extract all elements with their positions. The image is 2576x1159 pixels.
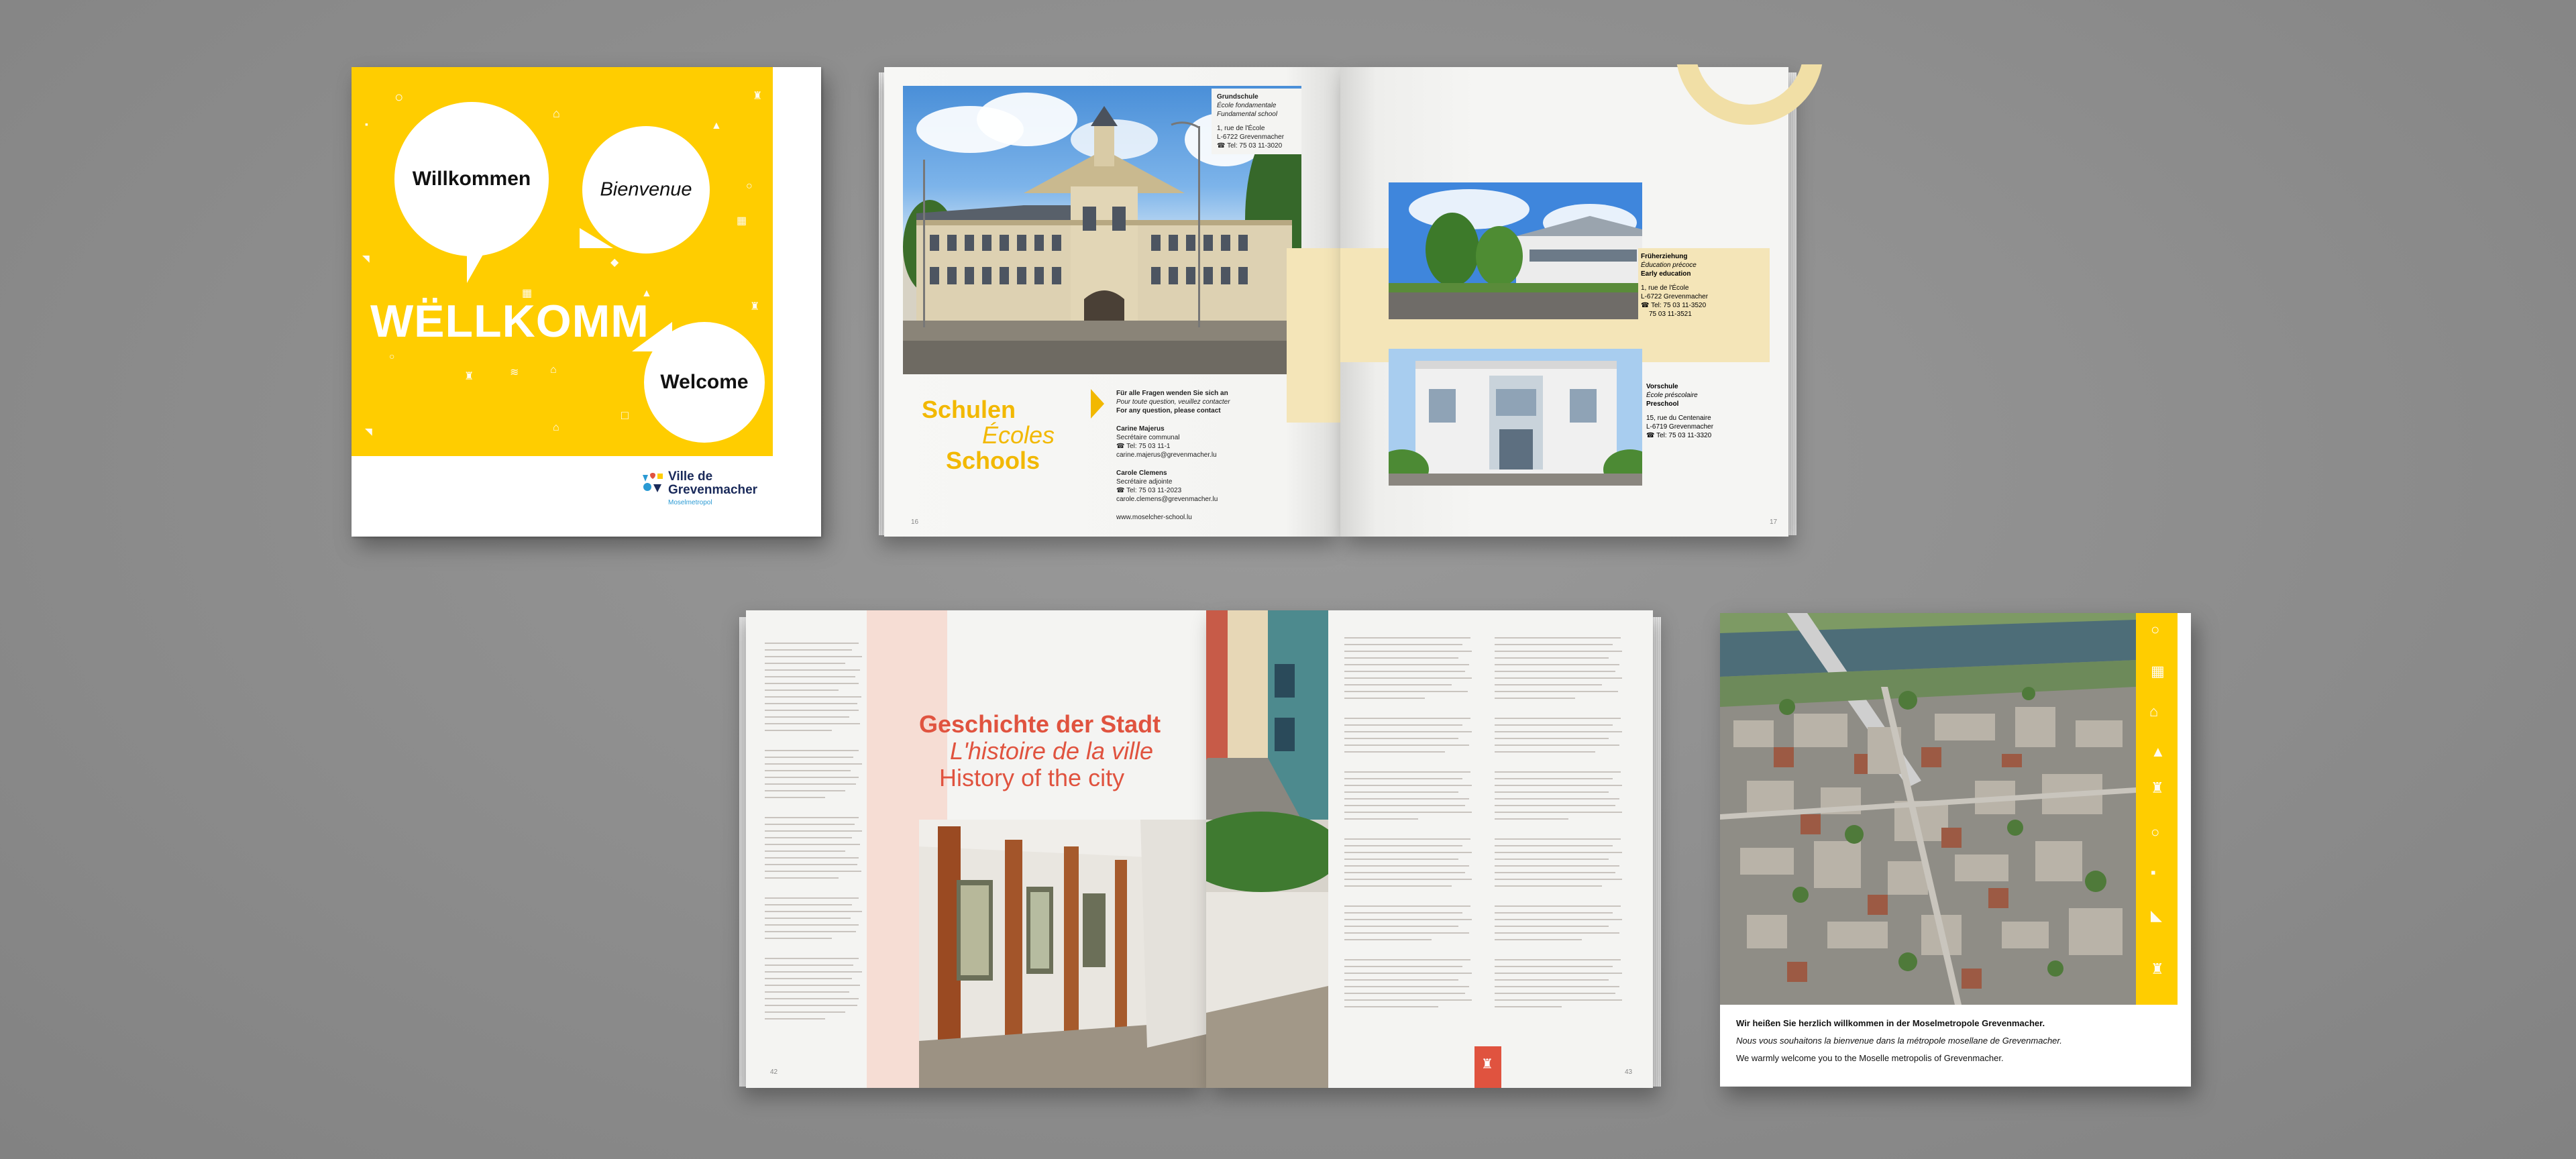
logo-line-1: Ville de (668, 470, 713, 484)
card-title: Vorschule (1646, 383, 1678, 390)
caption-de: Wir heißen Sie herzlich willkommen in der Moselmetropole Grevenmacher. (1736, 1018, 2045, 1028)
page-number: 42 (770, 1068, 778, 1076)
grid-icon: ▦ (522, 288, 533, 299)
heading-fr: Écoles (982, 421, 1055, 449)
card-phone-text: Tel: 75 03 11-3520 (1651, 302, 1707, 309)
diamond-icon: ◆ (610, 257, 619, 268)
house-icon: ⌂ (553, 107, 560, 120)
page-edge (1652, 617, 1661, 1087)
card-phone: ☎ Tel: 75 03 11-3320 (1646, 432, 1712, 439)
speech-bubble-willkommen (394, 102, 549, 256)
page-number: 16 (911, 518, 919, 526)
card-phone: ☎ Tel: 75 03 11-3520 (1641, 302, 1707, 309)
beige-band (1287, 248, 1340, 423)
card-phone-text: Tel: 75 03 11-3020 (1227, 142, 1283, 150)
title-fr: L'histoire de la ville (950, 737, 1154, 765)
contact-email[interactable]: carine.majerus@grevenmacher.lu (1116, 451, 1217, 459)
logo-line-2: Grevenmacher (668, 483, 758, 497)
grid-icon: ▦ (2151, 663, 2165, 679)
card-address: 15, rue du Centenaire (1646, 415, 1711, 422)
body-text-lines (765, 643, 865, 1045)
bubble-text: Welcome (660, 371, 749, 393)
street-photo (1206, 610, 1328, 1088)
page-number: 43 (1625, 1068, 1633, 1076)
square-icon: ▪ (2151, 864, 2156, 881)
card-address: 1, rue de l'École (1641, 284, 1689, 292)
card-sub: Preschool (1646, 400, 1679, 408)
cover-yellow-panel (352, 67, 773, 456)
card-sub: Early education (1641, 270, 1691, 278)
caption-en: We warmly welcome you to the Moselle metropolis of Grevenmacher. (1736, 1053, 2004, 1063)
city-logo (641, 468, 769, 508)
contact-name: Carine Majerus (1116, 425, 1165, 433)
contact-intro: For any question, please contact (1116, 407, 1221, 415)
triangle-icon: ◥ (362, 253, 370, 264)
history-left-page (746, 610, 1206, 1088)
card-phone-text: Tel: 75 03 11-3320 (1656, 432, 1712, 439)
castle-icon: ♜ (2151, 779, 2164, 796)
schools-right-page (1340, 67, 1788, 537)
history-title (919, 711, 1206, 791)
castle-icon: ♜ (750, 301, 760, 313)
aerial-view-page (1720, 613, 2191, 1087)
house-icon: ⌂ (2149, 703, 2159, 720)
card-title: Grundschule (1217, 93, 1258, 101)
decorative-ring (1676, 64, 1823, 185)
grid-icon: ▦ (737, 215, 747, 227)
wave-icon: ≋ (510, 367, 519, 378)
circle-icon: ○ (2151, 621, 2160, 638)
aerial-town-photo (1720, 613, 2136, 1005)
contact-name: Carole Clemens (1116, 470, 1167, 477)
card-sub: École préscolaire (1646, 392, 1698, 399)
house-icon: ⌂ (553, 422, 559, 433)
triangle-icon: ▲ (2151, 743, 2165, 760)
contact-intro: Für alle Fragen wenden Sie sich an (1116, 390, 1228, 397)
card-title: Früherziehung (1641, 253, 1688, 260)
card-phone: ☎ Tel: 75 03 11-3020 (1217, 142, 1283, 150)
cover-title: WËLLKOMM (370, 296, 649, 347)
early-education-card (1638, 248, 1736, 323)
triangle-icon: ◥ (365, 426, 372, 437)
bubble-text: Bienvenue (600, 178, 692, 201)
triangle-icon: ▲ (711, 120, 722, 131)
schools-left-page (884, 67, 1340, 537)
contact-role: Secrétaire adjointe (1116, 478, 1173, 486)
contact-intro: Pour toute question, veuillez contacter (1116, 398, 1230, 406)
bubble-tail (467, 243, 490, 283)
title-de: Geschichte der Stadt (919, 710, 1161, 738)
arrow-icon (1091, 389, 1104, 419)
contact-phone-text: Tel: 75 03 11-2023 (1126, 487, 1182, 494)
circle-icon: ○ (389, 351, 395, 362)
city-logo-mark-icon (641, 471, 664, 494)
house-icon: ⌂ (550, 364, 557, 376)
contact-phone-text: Tel: 75 03 11-1 (1126, 443, 1171, 450)
circle-icon: ○ (746, 180, 753, 192)
history-right-page (1206, 610, 1653, 1088)
castle-icon: ♜ (464, 371, 474, 382)
castle-icon: ♜ (753, 91, 763, 102)
square-icon: ▪ (365, 119, 368, 129)
heading-de: Schulen (922, 396, 1016, 423)
contact-block (1116, 389, 1291, 522)
contact-phone: ☎ Tel: 75 03 11-1 (1116, 443, 1171, 450)
red-tab (1474, 1046, 1501, 1088)
card-sub: Éducation précoce (1641, 262, 1697, 269)
early-education-photo (1389, 182, 1642, 319)
body-text-lines (1344, 637, 1476, 1073)
card-address: L-6719 Grevenmacher (1646, 423, 1714, 431)
caption-fr: Nous vous souhaitons la bienvenue dans la métropole mosellane de Grevenmacher. (1736, 1036, 2062, 1046)
old-town-wall-photo (919, 820, 1206, 1088)
school-info-card (1212, 89, 1301, 154)
bubble-text: Willkommen (412, 168, 531, 190)
heading-en: Schools (946, 447, 1040, 474)
body-text-lines (1495, 637, 1626, 1073)
page-number: 17 (1770, 518, 1778, 526)
card-sub: École fondamentale (1217, 102, 1277, 109)
card-sub: Fundamental school (1217, 111, 1278, 118)
circle-icon: ○ (2151, 824, 2160, 840)
castle-icon: ♜ (1481, 1057, 1493, 1072)
contact-email[interactable]: carole.clemens@grevenmacher.lu (1116, 496, 1218, 503)
circle-icon: ○ (394, 89, 404, 105)
card-address: L-6722 Grevenmacher (1217, 133, 1285, 141)
website-link[interactable]: www.moselcher-school.lu (1116, 514, 1192, 521)
preschool-card (1646, 382, 1733, 440)
card-address: L-6722 Grevenmacher (1641, 293, 1709, 300)
castle-icon: ♜ (2151, 960, 2164, 977)
bubble-tail (580, 228, 613, 248)
contact-role: Secrétaire communal (1116, 434, 1180, 441)
card-address: 1, rue de l'École (1217, 125, 1265, 132)
schools-heading (922, 397, 1055, 474)
brochure-cover (352, 67, 821, 537)
title-en: History of the city (939, 764, 1125, 791)
preschool-photo (1389, 349, 1642, 486)
schools-spread (884, 64, 1799, 539)
card-phone: 75 03 11-3521 (1649, 311, 1692, 318)
history-spread (746, 610, 1662, 1088)
logo-subtitle: Moselmetropol (668, 499, 712, 506)
yellow-icon-stripe (2136, 613, 2178, 1005)
arrow-icon: ◣ (2151, 907, 2162, 924)
triangle-icon: ▲ (641, 288, 652, 299)
school-building-photo (903, 86, 1301, 374)
square-icon: □ (621, 408, 629, 422)
contact-phone: ☎ Tel: 75 03 11-2023 (1116, 487, 1182, 494)
